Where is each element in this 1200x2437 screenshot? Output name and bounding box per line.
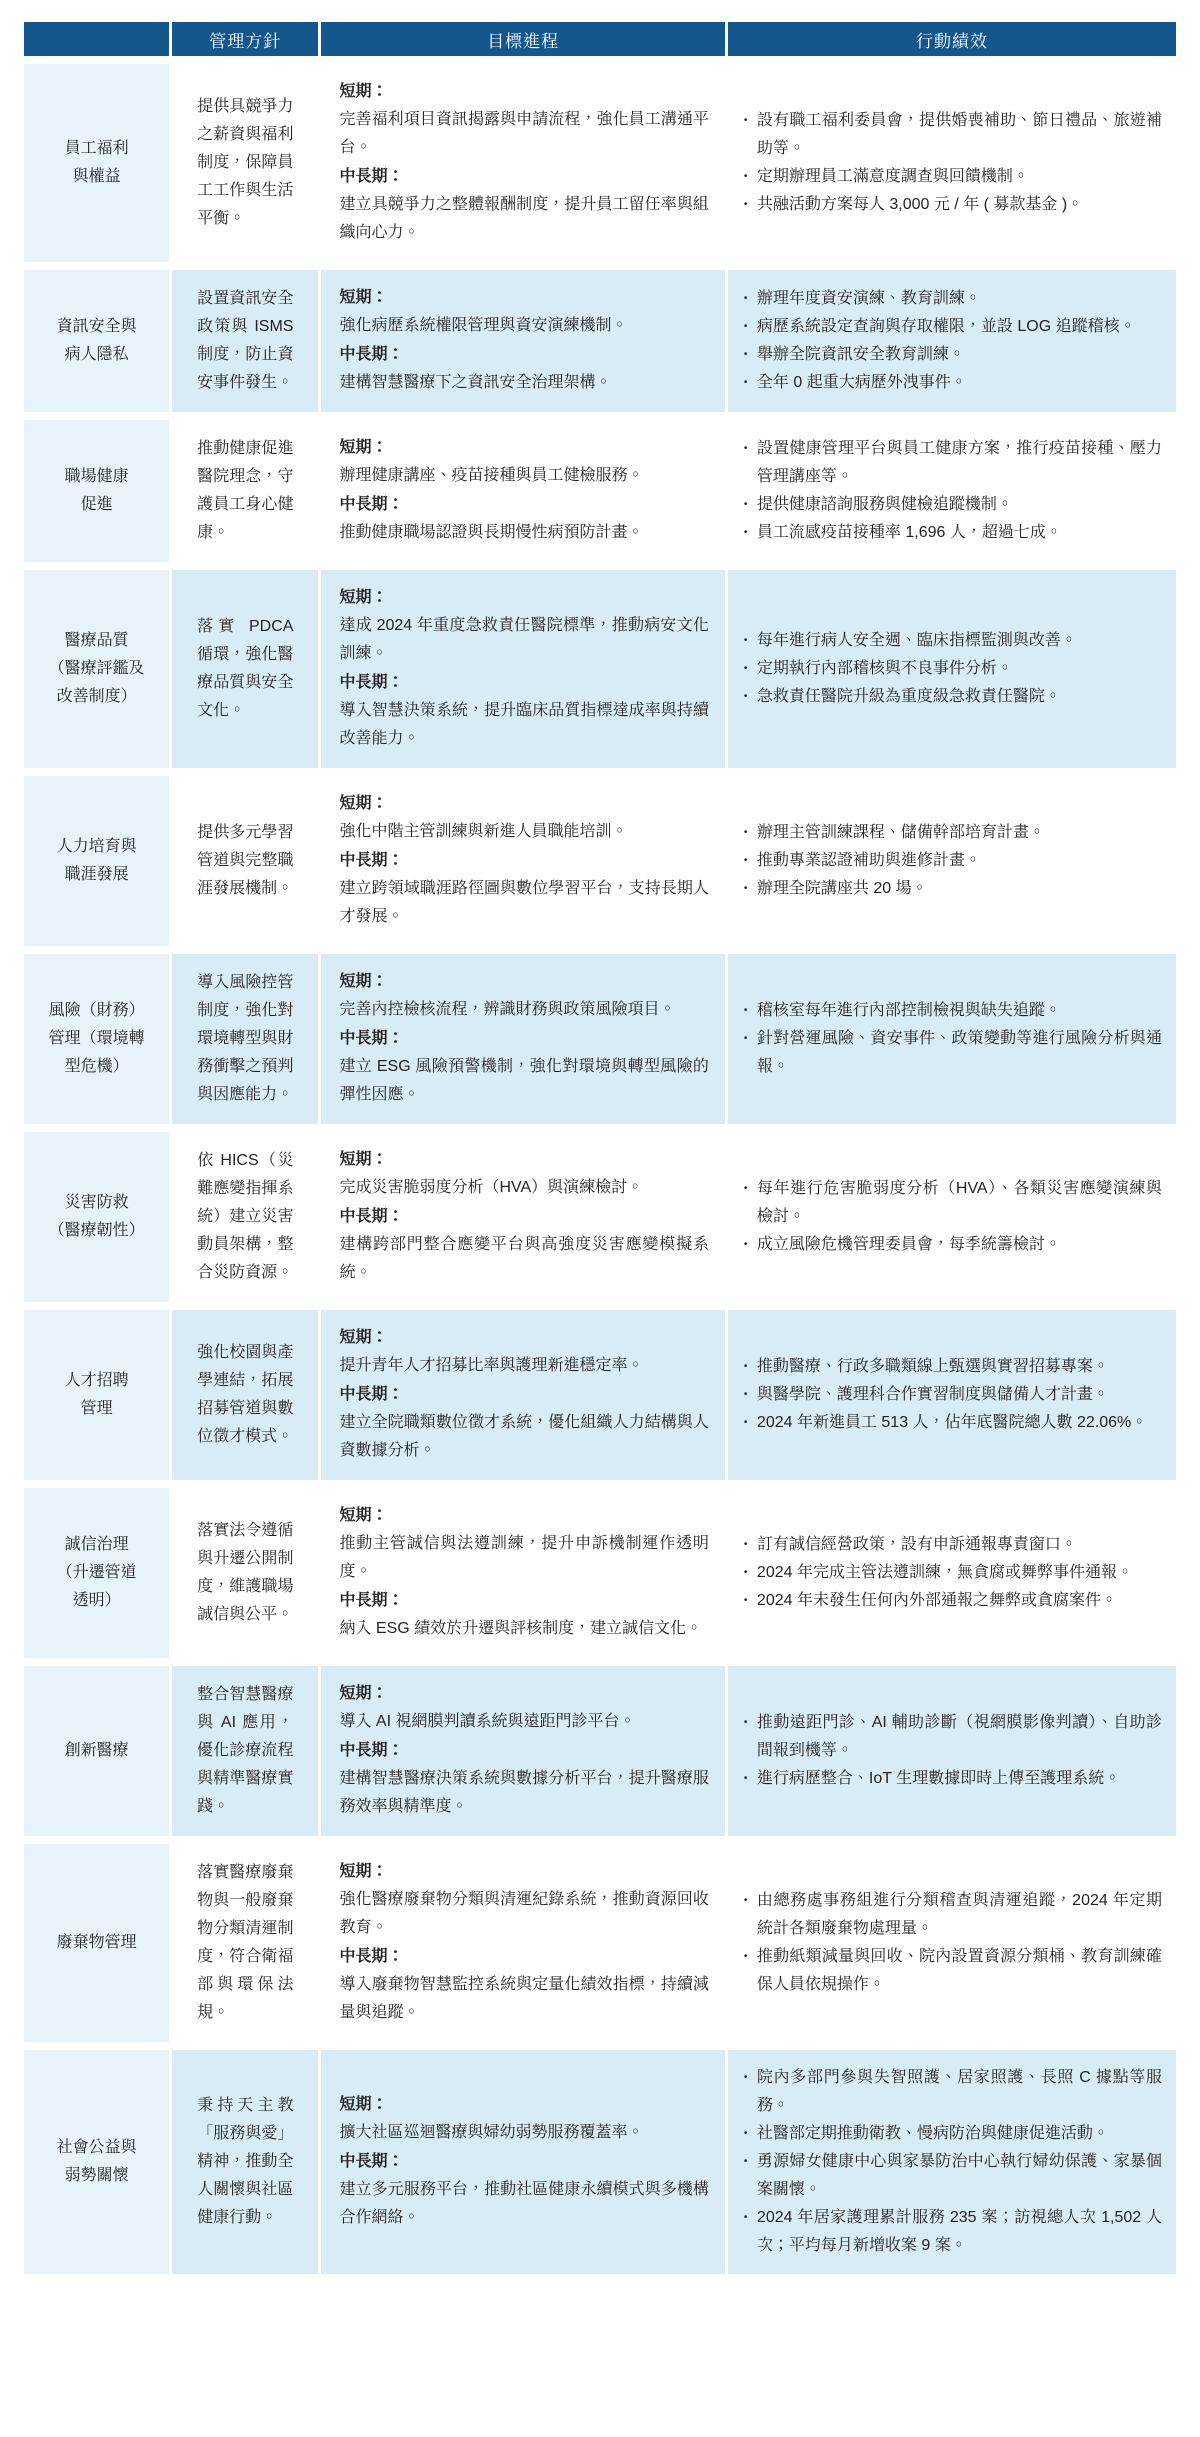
mid-term-label: 中長期： [339,1592,404,1609]
performance-item [744,875,1162,903]
category-line: 透明） [72,1592,121,1609]
performance-cell [728,270,1176,412]
mid-term-text: 導入智慧決策系統，提升臨床品質指標達成率與持續改善能力。 [339,702,709,747]
performance-text: 共融活動方案每人 3,000 元 / 年 ( 募款基金 )。 [756,196,1084,213]
performance-text: 設有職工福利委員會，提供婚喪補助、節日禮品、旅遊補助等。 [756,112,1162,157]
performance-list [744,435,1162,547]
category-line: 廢棄物管理 [56,1934,137,1951]
performance-list [744,997,1162,1081]
short-term-label: 短期： [339,1507,388,1524]
progress-cell [321,2050,724,2274]
performance-item [744,997,1162,1025]
short-term-text: 強化病歷系統權限管理與資安演練機制。 [339,317,628,334]
esg-management-table [21,14,1179,2282]
performance-item [744,369,1162,397]
mid-term-label: 中長期： [339,1386,404,1403]
bullet-icon: • [743,1239,748,1250]
category-line: 誠信治理 [64,1536,129,1553]
policy-cell: 提供多元學習管道與完整職涯發展機制。 [172,776,318,946]
short-term-label: 短期： [339,973,388,990]
mid-term-label: 中長期： [339,1208,404,1225]
performance-text: 推動遠距門診、AI 輔助診斷（視網膜影像判讀）、自助診間報到機等。 [756,1714,1162,1759]
performance-text: 2024 年完成主管法遵訓練，無貪腐或舞弊事件通報。 [756,1564,1133,1581]
performance-item [744,191,1162,219]
performance-cell [728,420,1176,562]
bullet-icon: • [743,1005,748,1016]
mid-term-text: 導入廢棄物智慧監控系統與定量化績效指標，持續減量與追蹤。 [339,1976,709,2021]
mid-term-label: 中長期： [339,852,404,869]
category-line: 促進 [80,496,113,513]
category-line: 與權益 [72,168,121,185]
mid-term-text: 建立跨領域職涯路徑圖與數位學習平台，支持長期人才發展。 [339,880,709,925]
performance-item [744,1943,1162,1999]
bullet-icon: • [743,1183,748,1194]
bullet-icon: • [743,1389,748,1400]
bullet-icon: • [743,1895,748,1906]
bullet-icon: • [743,2212,748,2223]
category-line: 職場健康 [64,468,129,485]
performance-cell [728,776,1176,946]
header-row [24,22,1176,56]
mid-term-text: 建構智慧醫療決策系統與數據分析平台，提升醫療服務效率與精準度。 [339,1770,709,1815]
category-cell [24,1844,169,2042]
performance-item [744,341,1162,369]
performance-text: 稽核室每年進行內部控制檢視與缺失追蹤。 [756,1002,1061,1019]
bullet-icon: • [743,827,748,838]
bullet-icon: • [743,691,748,702]
performance-cell [728,1844,1176,2042]
progress-cell [321,64,724,262]
category-line: 型危機） [64,1058,129,1075]
bullet-icon: • [743,1417,748,1428]
performance-item [744,1887,1162,1943]
performance-item [744,1559,1162,1587]
performance-item [744,435,1162,491]
category-line: 災害防救 [64,1194,129,1211]
performance-list [744,285,1162,397]
progress-cell [321,1844,724,2042]
short-term-label: 短期： [339,1863,388,1880]
bullet-icon: • [743,855,748,866]
short-term-text: 完善福利項目資訊揭露與申請流程，強化員工溝通平台。 [339,111,709,156]
performance-cell [728,570,1176,768]
performance-item [744,491,1162,519]
short-term-label: 短期： [339,289,388,306]
performance-text: 員工流感疫苗接種率 1,696 人，超過七成。 [756,524,1062,541]
policy-cell: 推動健康促進醫院理念，守護員工身心健康。 [172,420,318,562]
performance-list [744,627,1162,711]
performance-item [744,285,1162,313]
short-term-label: 短期： [339,1685,388,1702]
mid-term-text: 建構智慧醫療下之資訊安全治理架構。 [339,374,612,391]
category-line: 管理 [80,1400,113,1417]
performance-text: 2024 年未發生任何內外部通報之舞弊或貪腐案件。 [756,1592,1117,1609]
table-row [24,570,1176,768]
bullet-icon: • [743,443,748,454]
category-line: 醫療品質 [64,632,129,649]
performance-text: 與醫學院、護理科合作實習制度與儲備人才計畫。 [756,1386,1109,1403]
bullet-icon: • [743,321,748,332]
bullet-icon: • [743,527,748,538]
bullet-icon: • [743,1567,748,1578]
policy-cell: 設置資訊安全政策與 ISMS 制度，防止資安事件發生。 [172,270,318,412]
bullet-icon: • [743,349,748,360]
header-cell-policy: 管理方針 [172,22,318,56]
bullet-icon: • [743,883,748,894]
bullet-icon: • [743,635,748,646]
performance-text: 推動醫療、行政多職類線上甄選與實習招募專案。 [756,1358,1109,1375]
category-line: 人力培育與 [56,838,137,855]
performance-cell [728,64,1176,262]
policy-cell: 提供具競爭力之薪資與福利制度，保障員工工作與生活平衡。 [172,64,318,262]
bullet-icon: • [743,1595,748,1606]
category-line: （醫療評鑑及 [48,660,145,677]
policy-cell: 整合智慧醫療與 AI 應用，優化診療流程與精準醫療實踐。 [172,1666,318,1836]
mid-term-text: 推動健康職場認證與長期慢性病預防計畫。 [339,524,644,541]
mid-term-text: 建立 ESG 風險預警機制，強化對環境與轉型風險的彈性因應。 [339,1058,709,1103]
table-row [24,420,1176,562]
bullet-icon: • [743,1717,748,1728]
performance-text: 院內多部門參與失智照護、居家照護、長照 C 據點等服務。 [756,2069,1162,2114]
category-line: 管理（環境轉 [48,1030,145,1047]
bullet-icon: • [743,1773,748,1784]
short-term-text: 完善內控檢核流程，辨識財務與政策風險項目。 [339,1001,676,1018]
performance-item [744,847,1162,875]
short-term-text: 強化中階主管訓練與新進人員職能培訓。 [339,823,628,840]
category-line: 病人隱私 [64,346,129,363]
short-term-text: 推動主管誠信與法遵訓練，提升申訴機制運作透明度。 [339,1535,709,1580]
table-row [24,954,1176,1124]
performance-list [744,1709,1162,1793]
category-cell [24,1132,169,1302]
performance-text: 進行病歷整合、IoT 生理數據即時上傳至護理系統。 [756,1770,1121,1787]
performance-text: 定期辦理員工滿意度調查與回饋機制。 [756,168,1029,185]
bullet-icon: • [743,199,748,210]
performance-text: 定期執行內部稽核與不良事件分析。 [756,660,1013,677]
performance-list [744,107,1162,219]
performance-text: 針對營運風險、資安事件、政策變動等進行風險分析與通報。 [756,1030,1162,1075]
performance-item [744,2064,1162,2120]
performance-text: 設置健康管理平台與員工健康方案，推行疫苗接種、壓力管理講座等。 [756,440,1162,485]
category-cell [24,954,169,1124]
short-term-label: 短期： [339,589,388,606]
mid-term-text: 建立全院職類數位徵才系統，優化組織人力結構與人資數據分析。 [339,1414,709,1459]
performance-item [744,627,1162,655]
mid-term-text: 建構跨部門整合應變平台與高強度災害應變模擬系統。 [339,1236,709,1281]
table-body [24,64,1176,2274]
category-line: 創新醫療 [64,1742,129,1759]
performance-text: 病歷系統設定查詢與存取權限，並設 LOG 追蹤稽核。 [756,318,1136,335]
short-term-label: 短期： [339,1329,388,1346]
performance-text: 訂有誠信經營政策，設有申訴通報專責窗口。 [756,1536,1077,1553]
mid-term-text: 建立具競爭力之整體報酬制度，提升員工留任率與組織向心力。 [339,196,709,241]
short-term-text: 擴大社區巡迴醫療與婦幼弱勢服務覆蓋率。 [339,2124,644,2141]
progress-cell [321,776,724,946]
mid-term-label: 中長期： [339,168,404,185]
performance-item [744,163,1162,191]
table-row [24,64,1176,262]
mid-term-label: 中長期： [339,1742,404,1759]
table-row [24,1666,1176,1836]
progress-cell [321,1666,724,1836]
short-term-text: 提升青年人才招募比率與護理新進穩定率。 [339,1357,644,1374]
table-row [24,1310,1176,1480]
bullet-icon: • [743,115,748,126]
performance-item [744,1531,1162,1559]
progress-cell [321,1488,724,1658]
policy-cell: 依 HICS（災難應變指揮系統）建立災害動員架構，整合災防資源。 [172,1132,318,1302]
performance-item [744,1231,1162,1259]
performance-list [744,2064,1162,2260]
performance-cell [728,2050,1176,2274]
bullet-icon: • [743,499,748,510]
performance-item [744,819,1162,847]
policy-cell: 強化校園與產學連結，拓展招募管道與數位徵才模式。 [172,1310,318,1480]
category-line: （醫療韌性） [48,1222,145,1239]
mid-term-text: 建立多元服務平台，推動社區健康永續模式與多機構合作網絡。 [339,2181,709,2226]
bullet-icon: • [743,2072,748,2083]
performance-item [744,2148,1162,2204]
bullet-icon: • [743,1539,748,1550]
short-term-text: 辦理健康講座、疫苗接種與員工健檢服務。 [339,467,644,484]
short-term-text: 強化醫療廢棄物分類與清運紀錄系統，推動資源回收教育。 [339,1891,709,1936]
performance-item [744,519,1162,547]
performance-item [744,107,1162,163]
progress-cell [321,420,724,562]
performance-cell [728,1310,1176,1480]
performance-text: 辦理全院講座共 20 場。 [756,880,928,897]
category-cell [24,270,169,412]
table-row [24,2050,1176,2274]
performance-item [744,1587,1162,1615]
performance-item [744,683,1162,711]
bullet-icon: • [743,1033,748,1044]
performance-list [744,1531,1162,1615]
performance-text: 辦理主管訓練課程、儲備幹部培育計畫。 [756,824,1045,841]
bullet-icon: • [743,2156,748,2167]
performance-text: 2024 年新進員工 513 人，佔年底醫院總人數 22.06%。 [756,1414,1148,1431]
performance-text: 舉辦全院資訊安全教育訓練。 [756,346,965,363]
performance-item [744,1409,1162,1437]
category-cell [24,420,169,562]
performance-item [744,313,1162,341]
performance-item [744,1381,1162,1409]
mid-term-label: 中長期： [339,496,404,513]
short-term-label: 短期： [339,83,388,100]
category-line: （升遷管道 [56,1564,137,1581]
category-cell [24,1310,169,1480]
category-cell [24,570,169,768]
performance-text: 推動紙類減量與回收、院內設置資源分類桶、教育訓練確保人員依規操作。 [756,1948,1162,1993]
category-line: 人才招聘 [64,1372,129,1389]
performance-text: 由總務處事務組進行分類稽查與清運追蹤，2024 年定期統計各類廢棄物處理量。 [756,1892,1162,1937]
table-row [24,776,1176,946]
performance-item [744,1175,1162,1231]
header-cell-category [24,22,169,56]
bullet-icon: • [743,663,748,674]
performance-item [744,1765,1162,1793]
performance-item [744,1025,1162,1081]
performance-text: 勇源婦女健康中心與家暴防治中心執行婦幼保護、家暴個案關懷。 [756,2153,1162,2198]
performance-cell [728,1132,1176,1302]
performance-text: 每年進行危害脆弱度分析（HVA）、各類災害應變演練與檢討。 [756,1180,1162,1225]
category-cell [24,2050,169,2274]
progress-cell [321,1132,724,1302]
performance-list [744,1175,1162,1259]
category-line: 社會公益與 [56,2139,137,2156]
table-row [24,1488,1176,1658]
table-row [24,1132,1176,1302]
performance-text: 成立風險危機管理委員會，每季統籌檢討。 [756,1236,1061,1253]
performance-list [744,1887,1162,1999]
table-row [24,270,1176,412]
policy-cell: 導入風險控管制度，強化對環境轉型與財務衝擊之預判與因應能力。 [172,954,318,1124]
category-line: 資訊安全與 [56,318,137,335]
bullet-icon: • [743,1951,748,1962]
category-cell [24,1488,169,1658]
header-cell-performance: 行動績效 [728,22,1176,56]
progress-cell [321,270,724,412]
performance-text: 急救責任醫院升級為重度級急救責任醫院。 [756,688,1061,705]
performance-text: 全年 0 起重大病歷外洩事件。 [756,374,967,391]
performance-text: 每年進行病人安全週、臨床指標監測與改善。 [756,632,1077,649]
short-term-label: 短期： [339,2096,388,2113]
progress-cell [321,954,724,1124]
bullet-icon: • [743,377,748,388]
performance-cell [728,954,1176,1124]
performance-cell [728,1666,1176,1836]
short-term-label: 短期： [339,795,388,812]
mid-term-label: 中長期： [339,346,404,363]
mid-term-label: 中長期： [339,674,404,691]
mid-term-label: 中長期： [339,1948,404,1965]
performance-text: 辦理年度資安演練、教育訓練。 [756,290,981,307]
performance-text: 推動專業認證補助與進修計畫。 [756,852,981,869]
mid-term-label: 中長期： [339,1030,404,1047]
category-line: 員工福利 [64,140,129,157]
category-line: 職涯發展 [64,866,129,883]
header-cell-progress: 目標進程 [321,22,724,56]
bullet-icon: • [743,293,748,304]
mid-term-text: 納入 ESG 績效於升遷與評核制度，建立誠信文化。 [339,1620,703,1637]
performance-cell [728,1488,1176,1658]
short-term-text: 完成災害脆弱度分析（HVA）與演練檢討。 [339,1179,644,1196]
performance-list [744,1353,1162,1437]
performance-text: 社醫部定期推動衛教、慢病防治與健康促進活動。 [756,2125,1109,2142]
short-term-label: 短期： [339,439,388,456]
category-line: 風險（財務） [48,1002,145,1019]
short-term-text: 導入 AI 視網膜判讀系統與遠距門診平台。 [339,1713,636,1730]
category-cell [24,64,169,262]
bullet-icon: • [743,171,748,182]
mid-term-label: 中長期： [339,2153,404,2170]
category-line: 弱勢關懷 [64,2167,129,2184]
performance-item [744,1709,1162,1765]
performance-text: 提供健康諮詢服務與健檢追蹤機制。 [756,496,1013,513]
short-term-label: 短期： [339,1151,388,1168]
bullet-icon: • [743,2128,748,2139]
category-line: 改善制度） [56,688,137,705]
performance-item [744,655,1162,683]
progress-cell [321,1310,724,1480]
performance-text: 2024 年居家護理累計服務 235 案；訪視總人次 1,502 人次；平均每月新增收案 9 案。 [756,2209,1162,2254]
category-cell [24,776,169,946]
policy-cell: 落實 PDCA 循環，強化醫療品質與安全文化。 [172,570,318,768]
performance-list [744,819,1162,903]
table-row [24,1844,1176,2042]
policy-cell: 落實醫療廢棄物與一般廢棄物分類清運制度，符合衛福部與環保法規。 [172,1844,318,2042]
policy-cell: 落實法令遵循與升遷公開制度，維護職場誠信與公平。 [172,1488,318,1658]
performance-item [744,2204,1162,2260]
progress-cell [321,570,724,768]
short-term-text: 達成 2024 年重度急救責任醫院標準，推動病安文化訓練。 [339,617,709,662]
performance-item [744,1353,1162,1381]
policy-cell: 秉持天主教「服務與愛」精神，推動全人關懷與社區健康行動。 [172,2050,318,2274]
category-cell [24,1666,169,1836]
performance-item [744,2120,1162,2148]
bullet-icon: • [743,1361,748,1372]
